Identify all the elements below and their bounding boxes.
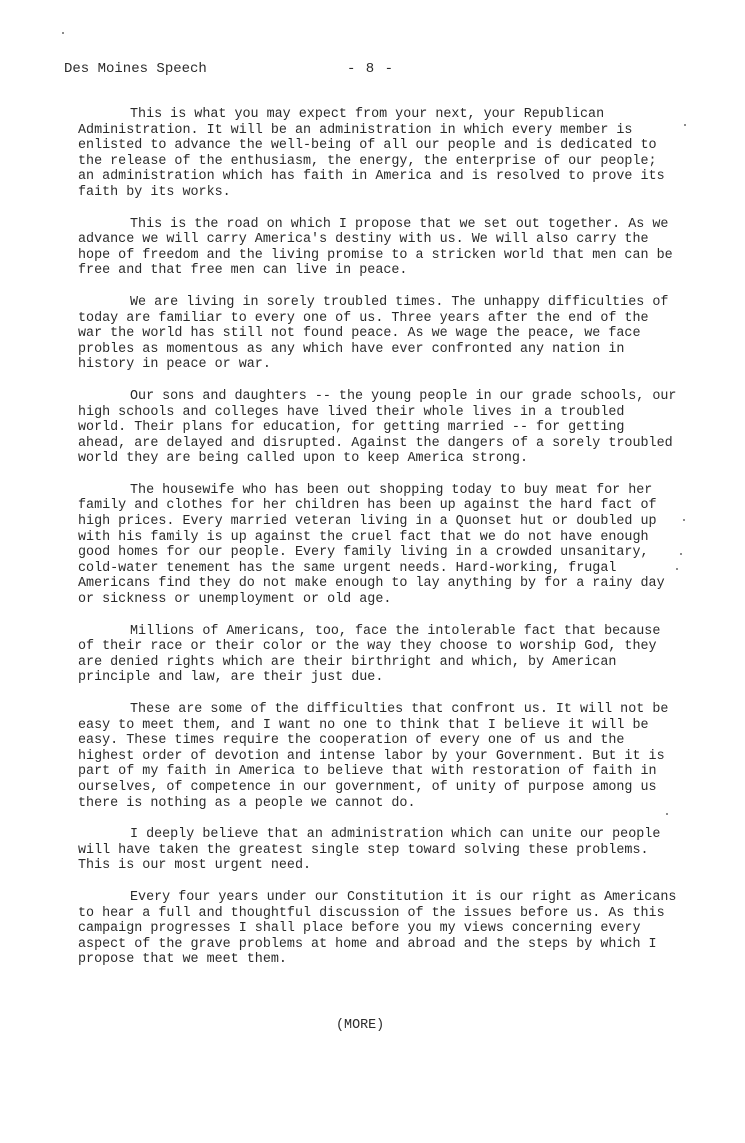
paragraph-3: We are living in sorely troubled times. The unhappy difficulties of today are familiar to every one of us. Three years after the end of the war the world has still not found peace. As we wage the peace, we face probles as momentous as any which have ever confronted any nation in history in peace or war. — [78, 294, 677, 373]
paragraph-1: This is what you may expect from your next, your Republican Administration. It will be an administration in which every member is enlisted to advance the well-being of all our people and is dedicated to the release of the enthusiasm, the energy, the enterprise of our people; an administration which has faith in America and is resolved to prove its faith by its works. — [78, 107, 673, 200]
document-title: Des Moines Speech — [64, 61, 207, 77]
paragraph-6: Millions of Americans, too, face the intolerable fact that because of their race or their color or the way they choose to worship God, they are denied rights which are their birthright and which, by American principle and law, are their just due. — [78, 623, 669, 686]
paper-speck — [683, 519, 685, 521]
paragraph-7: These are some of the difficulties that confront us. It will not be easy to meet them, and I want no one to think that I believe it will be easy. These times require the cooperation of every one of us and the highest order of devotion and intense labor by your Government. But it is part of my faith in America to believe that with restoration of faith in ourselves, of competence in our government, of unity of purpose among us there is nothing as a people we cannot do. — [78, 702, 677, 811]
page-header — [64, 62, 684, 80]
paragraph-2: This is the road on which I propose that we set out together. As we advance we will carry America's destiny with us. We will also carry the hope of freedom and the living promise to a stricken world that men can be free and that free men can live in peace. — [78, 216, 681, 279]
more-marker: (MORE) — [336, 1018, 385, 1033]
paper-speck — [684, 124, 686, 126]
paragraph-5: The housewife who has been out shopping today to buy meat for her family and clothes for her children has been up against the hard fact of high prices. Every married veteran living in a Quonset hut or doubled up with his family is up against the cruel fact that we do not have enough good homes for our people. Every family living in a crowded unsanitary, cold-water tenement has the same urgent needs. Hard-working, frugal Americans find they do not make enough to lay anything by for a rainy day or sickness or unemployment or old age. — [78, 482, 673, 608]
speech-body — [78, 107, 685, 984]
paragraph-8: I deeply believe that an administration which can unite our people will have taken the greatest single step toward solving these problems. This is our most urgent need. — [78, 827, 669, 874]
paper-speck — [676, 568, 678, 570]
paper-speck — [666, 813, 668, 815]
paragraph-9: Every four years under our Constitution it is our right as Americans to hear a full and thoughtful discussion of the issues before us. As this campaign progresses I shall place before you my views concerning every aspect of the grave problems at home and abroad and the steps by which I propose that we meet them. — [78, 889, 685, 968]
paper-speck — [62, 32, 64, 34]
page-number: - 8 - — [347, 61, 395, 77]
paragraph-4: Our sons and daughters -- the young people in our grade schools, our high schools and colleges have lived their whole lives in a troubled world. Their plans for education, for getting married -- for getting ahead, are delayed and disrupted. Against the dangers of a sorely troubled world they are being called upon to keep America strong. — [78, 388, 685, 467]
paper-speck — [680, 553, 682, 555]
